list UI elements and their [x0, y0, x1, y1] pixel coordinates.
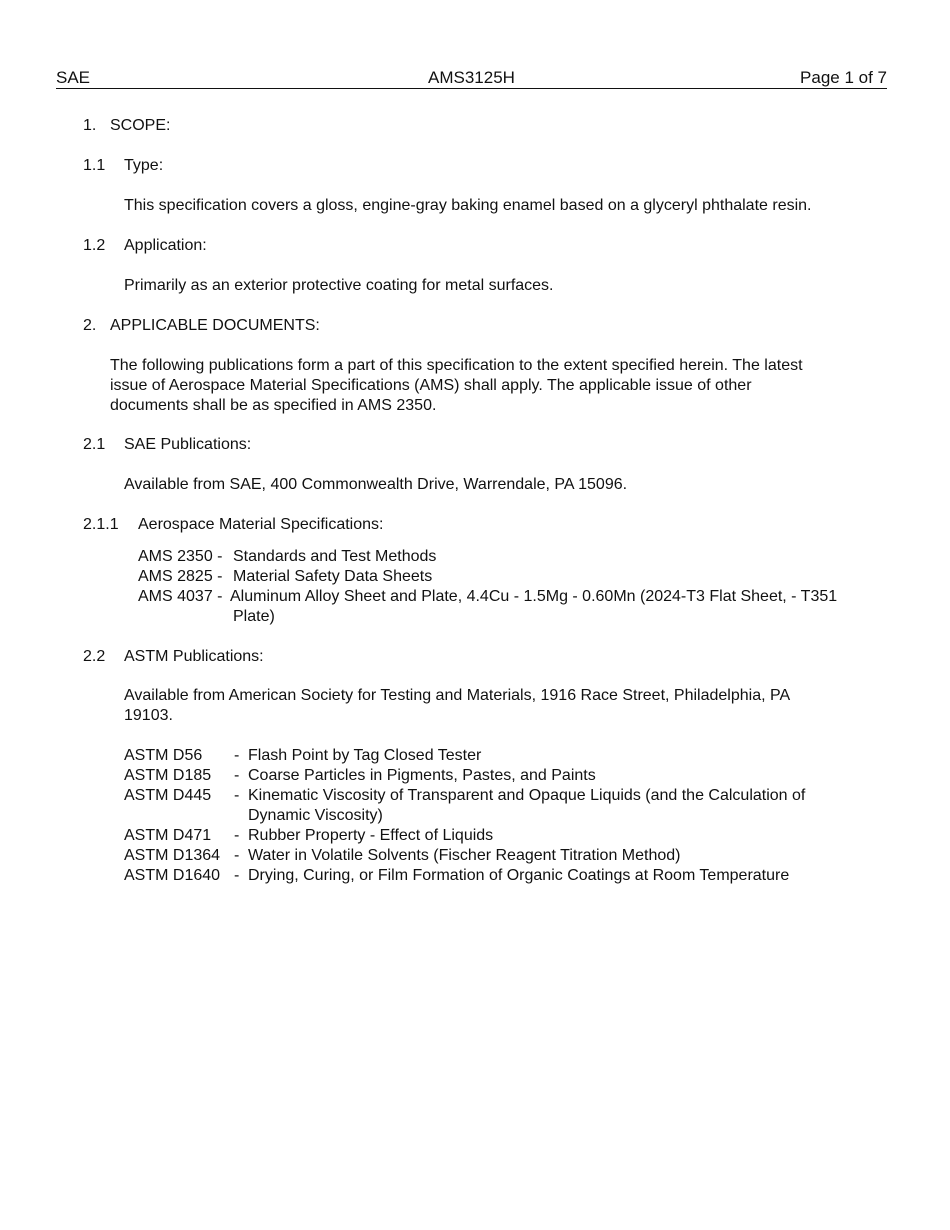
section-1-2-number: 1.2 — [83, 237, 106, 254]
astm-ref-dash: - — [234, 787, 240, 804]
astm-ref-title-continued: Dynamic Viscosity) — [248, 807, 383, 824]
section-2-text-line: documents shall be as specified in AMS 2350. — [110, 397, 437, 414]
section-1-1-text: This specification covers a gloss, engine-gray baking enamel based on a glyceryl phthalate resin. — [124, 197, 812, 214]
section-2-2-number: 2.2 — [83, 648, 106, 665]
section-1-2-title: Application: — [124, 237, 207, 254]
astm-ref-code: ASTM D185 — [124, 767, 212, 784]
section-2-text-line: The following publications form a part of this specification to the extent specified herein. The latest — [110, 357, 803, 374]
astm-ref-dash: - — [234, 827, 240, 844]
astm-ref-dash: - — [234, 747, 240, 764]
astm-ref-code: ASTM D445 — [124, 787, 212, 804]
section-1-1-number: 1.1 — [83, 157, 106, 174]
ams-ref-title: Standards and Test Methods — [233, 548, 437, 565]
section-2-1-number: 2.1 — [83, 436, 106, 453]
astm-ref-dash: - — [234, 847, 240, 864]
ams-ref-code: AMS 4037 - — [138, 588, 223, 605]
astm-ref-dash: - — [234, 767, 240, 784]
header-page-number: Page 1 of 7 — [800, 68, 887, 87]
section-1-title: SCOPE: — [110, 117, 171, 134]
section-2-1-1-title: Aerospace Material Specifications: — [138, 516, 384, 533]
section-2-number: 2. — [83, 317, 97, 334]
header-doc-number: AMS3125H — [428, 68, 515, 87]
astm-ref-title: Kinematic Viscosity of Transparent and Opaque Liquids (and the Calculation of — [248, 787, 806, 804]
astm-ref-code: ASTM D1364 — [124, 847, 221, 864]
astm-ref-title: Water in Volatile Solvents (Fischer Reagent Titration Method) — [248, 847, 681, 864]
astm-ref-title: Coarse Particles in Pigments, Pastes, and Paints — [248, 767, 596, 784]
section-2-title: APPLICABLE DOCUMENTS: — [110, 317, 320, 334]
ams-ref-code: AMS 2350 - — [138, 548, 223, 565]
ams-ref-code: AMS 2825 - — [138, 568, 223, 585]
section-1-1-title: Type: — [124, 157, 164, 174]
section-1-number: 1. — [83, 117, 97, 134]
astm-ref-code: ASTM D1640 — [124, 867, 221, 884]
astm-ref-code: ASTM D56 — [124, 747, 203, 764]
section-2-2-text-line: 19103. — [124, 707, 173, 724]
section-2-2-title: ASTM Publications: — [124, 648, 264, 665]
section-2-1-title: SAE Publications: — [124, 436, 252, 453]
ams-ref-title-continued: Plate) — [233, 608, 275, 625]
header-org: SAE — [56, 68, 91, 87]
section-2-1-1-number: 2.1.1 — [83, 516, 119, 533]
astm-ref-title: Rubber Property - Effect of Liquids — [248, 827, 494, 844]
astm-ref-title: Flash Point by Tag Closed Tester — [248, 747, 482, 764]
astm-ref-code: ASTM D471 — [124, 827, 212, 844]
section-2-text-line: issue of Aerospace Material Specifications (AMS) shall apply. The applicable issue of other — [110, 377, 752, 394]
page-header — [56, 68, 887, 89]
section-2-1-text: Available from SAE, 400 Commonwealth Drive, Warrendale, PA 15096. — [124, 476, 628, 493]
section-2-2-text-line: Available from American Society for Testing and Materials, 1916 Race Street, Philadelphia, PA — [124, 687, 791, 704]
astm-ref-title: Drying, Curing, or Film Formation of Organic Coatings at Room Temperature — [248, 867, 790, 884]
section-1-2-text: Primarily as an exterior protective coating for metal surfaces. — [124, 277, 554, 294]
ams-ref-title: Aluminum Alloy Sheet and Plate, 4.4Cu - 1.5Mg - 0.60Mn (2024-T3 Flat Sheet, - T351 — [230, 588, 838, 605]
ams-ref-title: Material Safety Data Sheets — [233, 568, 433, 585]
astm-ref-dash: - — [234, 867, 240, 884]
